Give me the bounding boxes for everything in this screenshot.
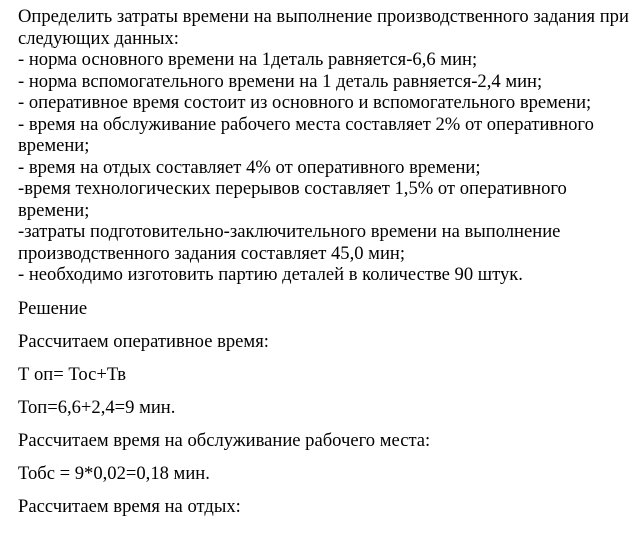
task-line: - норма вспомогательного времени на 1 деталь равняется-2,4 мин; (18, 70, 543, 92)
solution-paragraph: Рассчитаем время на обслуживание рабочего места: (18, 429, 431, 451)
task-line: времени; (18, 199, 90, 221)
task-line: Определить затраты времени на выполнение производственного задания при (18, 6, 629, 27)
task-statement (18, 6, 636, 286)
calculation: Топ=6,6+2,4=9 мин. (18, 396, 176, 418)
task-line: следующих данных: (18, 27, 179, 49)
solution-heading: Решение (18, 297, 88, 319)
calculation: Тобс = 9*0,02=0,18 мин. (18, 462, 210, 484)
task-line: производственного задания составляет 45,0 мин; (18, 242, 406, 264)
formula: Т оп= Тос+Тв (18, 363, 127, 385)
task-line: - время на обслуживание рабочего места составляет 2% от оперативного (18, 113, 594, 135)
task-line: -затраты подготовительно-заключительного времени на выполнение (18, 221, 561, 242)
document-page (18, 6, 636, 529)
solution-paragraph: Рассчитаем время на отдых: (18, 495, 241, 517)
task-line: - оперативное время состоит из основного и вспомогательного времени; (18, 92, 592, 113)
task-line: времени; (18, 135, 90, 156)
solution-paragraph: Рассчитаем оперативное время: (18, 330, 269, 352)
task-line: -время технологических перерывов составляет 1,5% от оперативного (18, 178, 567, 199)
task-line: - необходимо изготовить партию деталей в количестве 90 штук. (18, 264, 523, 285)
task-line: - норма основного времени на 1деталь равняется-6,6 мин; (18, 49, 478, 70)
solution-section (18, 298, 636, 518)
task-line: - время на отдых составляет 4% от оперативного времени; (18, 156, 481, 178)
